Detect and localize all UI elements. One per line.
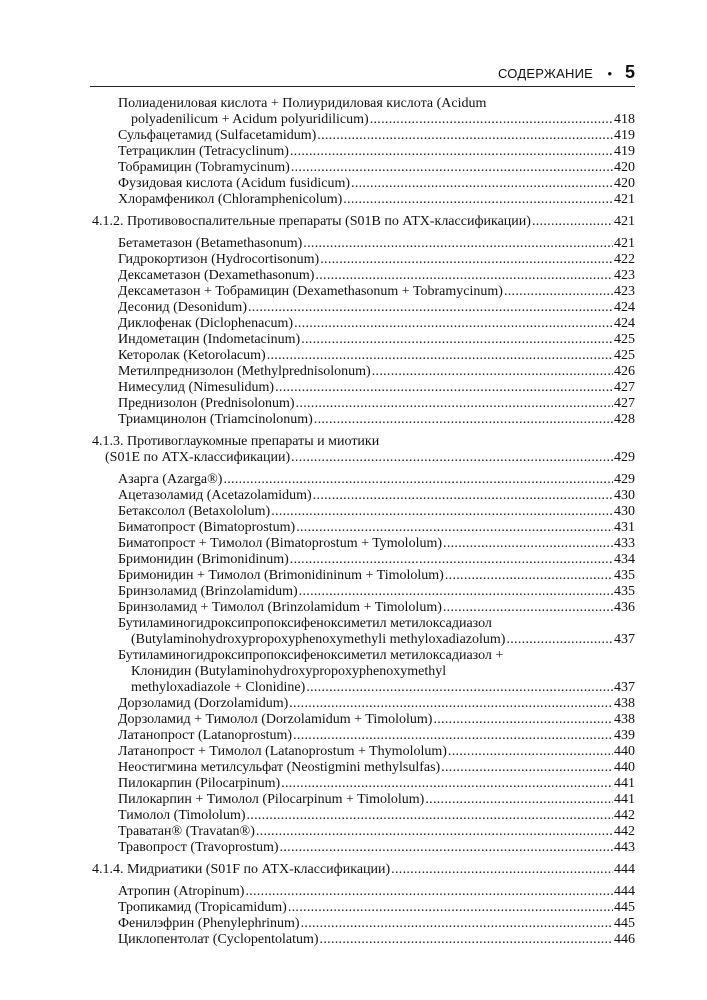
toc-entry [90, 284, 635, 300]
toc-entry-page: 422 [614, 252, 635, 267]
dot-leader [351, 176, 613, 192]
toc-entry [90, 160, 635, 176]
dot-leader [443, 600, 613, 616]
toc-entry-title: Биматопрост (Bimatoprostum) [118, 520, 296, 535]
dot-leader [290, 552, 613, 568]
toc-entry-title: Хлорамфеникол (Chloramphenicolum) [118, 192, 343, 207]
toc-entry-title: Пилокарпин + Тимолол (Pilocarpinum + Timololum) [118, 792, 425, 807]
toc-entry [90, 884, 635, 900]
dot-leader [306, 680, 613, 696]
toc-entry-page: 423 [614, 284, 635, 299]
header-rule [90, 86, 635, 87]
toc-entry-title: (Butylaminohydroxypropoxyphenoxymethyli methyloxadiazolum) [131, 632, 506, 647]
toc-entry-page: 429 [614, 472, 635, 487]
dot-leader [301, 332, 613, 348]
toc-entry-page: 431 [614, 520, 635, 535]
toc-entry-title: Сульфацетамид (Sulfacetamidum) [118, 128, 317, 143]
dot-leader [391, 862, 613, 878]
dot-leader [291, 450, 613, 466]
toc-entry-title-line: 4.1.3. Противоглаукомные препараты и миотики [92, 434, 380, 449]
running-header-title: СОДЕРЖАНИЕ [497, 66, 593, 81]
toc-entry-title: 4.1.2. Противовоспалительные препараты (S01B по АТХ-классификации) [92, 214, 531, 229]
dot-leader [290, 144, 613, 160]
toc-entry [90, 744, 635, 760]
running-header [90, 62, 635, 84]
toc-entry-page: 435 [614, 584, 635, 599]
toc-entry-page: 421 [614, 236, 635, 251]
toc-entry-page: 427 [614, 380, 635, 395]
toc-entry-page: 430 [614, 504, 635, 519]
toc-entry [90, 776, 635, 792]
toc-entry-title: Тетрациклин (Tetracyclinum) [118, 144, 289, 159]
toc-entry [90, 192, 635, 208]
toc-entry-title: Тобрамицин (Tobramycinum) [118, 160, 290, 175]
toc-entry [90, 144, 635, 160]
toc-entry-title: Пилокарпин (Pilocarpinum) [118, 776, 281, 791]
toc-entry-title: Дексаметазон (Dexamethasonum) [118, 268, 315, 283]
toc-entry-page: 419 [614, 144, 635, 159]
toc-entry-page: 445 [614, 916, 635, 931]
dot-leader [291, 160, 613, 176]
toc-entry-page: 425 [614, 348, 635, 363]
toc-section-heading [90, 214, 635, 230]
toc-entry-page: 441 [614, 776, 635, 791]
toc-entry [90, 760, 635, 776]
toc-entry-page: 418 [614, 112, 635, 127]
toc-entry-page: 423 [614, 268, 635, 283]
dot-leader [247, 808, 614, 824]
dot-leader [245, 884, 613, 900]
toc-entry-page: 434 [614, 552, 635, 567]
toc-entry-page: 438 [614, 696, 635, 711]
toc-entry [90, 488, 635, 504]
toc-entry-title: Фенилэфрин (Phenylephrinum) [118, 916, 300, 931]
toc-entry-title: Бримонидин (Brimonidinum) [118, 552, 289, 567]
dot-leader [532, 214, 613, 230]
dot-leader [223, 472, 613, 488]
dot-leader [448, 744, 613, 760]
dot-leader [301, 916, 613, 932]
toc-entry-title: Бринзоламид (Brinzolamidum) [118, 584, 298, 599]
toc-entry-page: 430 [614, 488, 635, 503]
dot-leader [293, 728, 613, 744]
toc-entry [90, 348, 635, 364]
dot-leader [275, 380, 613, 396]
toc-entry-title: Дорзоламид (Dorzolamidum) [118, 696, 289, 711]
toc-entry [90, 712, 635, 728]
dot-leader [425, 792, 613, 808]
toc-entry-page: 425 [614, 332, 635, 347]
dot-leader [303, 236, 613, 252]
toc-entry-title: Десонид (Desonidum) [118, 300, 247, 315]
toc-entry [90, 96, 635, 128]
toc-entry-title: Траватан® (Travatan®) [118, 824, 255, 839]
toc-entry-title-line: Полиадениловая кислота + Полиуридиловая кислота (Acidum [118, 96, 487, 111]
toc-entry [90, 380, 635, 396]
dot-leader [271, 504, 613, 520]
toc-entry-title: Индометацин (Indometacinum) [118, 332, 301, 347]
dot-leader [315, 268, 613, 284]
dot-leader [281, 776, 613, 792]
toc-entry-title: Преднизолон (Prednisolonum) [118, 396, 295, 411]
toc-entry-page: 420 [614, 160, 635, 175]
toc-entry [90, 840, 635, 856]
toc-entry-title: methyloxadiazole + Clonidine) [131, 680, 306, 695]
toc-entry-title: Дексаметазон + Тобрамицин (Dexamethasonum + Tobramycinum) [118, 284, 503, 299]
toc-entry [90, 472, 635, 488]
toc-entry-title: Бетаксолол (Betaxololum) [118, 504, 271, 519]
dot-leader [313, 488, 613, 504]
dot-leader [372, 364, 613, 380]
toc-entry-page: 444 [614, 884, 635, 899]
toc-entry [90, 332, 635, 348]
toc-entry-title: (S01E по АТХ-классификации) [105, 450, 291, 465]
dot-leader [504, 284, 613, 300]
toc-entry-title: Нимесулид (Nimesulidum) [118, 380, 275, 395]
toc-entry [90, 396, 635, 412]
toc-entry-title: Бринзоламид + Тимолол (Brinzolamidum + Timololum) [118, 600, 442, 615]
toc-entry [90, 792, 635, 808]
dot-leader [248, 300, 613, 316]
dot-leader [280, 840, 613, 856]
toc-entry-title: Бримонидин + Тимолол (Brimonidininum + Timololum) [118, 568, 444, 583]
toc-entry-title: Дорзоламид + Тимолол (Dorzolamidum + Timololum) [118, 712, 433, 727]
toc-entry-page: 442 [614, 808, 635, 823]
toc-entry-title: polyadenilicum + Acidum polyuridilicum) [131, 112, 369, 127]
toc-entry [90, 696, 635, 712]
toc-entry-title-line: Бутиламиногидроксипропоксифеноксиметил метилоксадиазол [118, 616, 492, 631]
dot-leader [256, 824, 613, 840]
toc-entry-page: 428 [614, 412, 635, 427]
toc-entry-page: 419 [614, 128, 635, 143]
toc-entry [90, 176, 635, 192]
header-bullet: • [607, 66, 612, 81]
toc-entry [90, 900, 635, 916]
dot-leader [370, 112, 613, 128]
toc-entry [90, 728, 635, 744]
toc-entry-page: 441 [614, 792, 635, 807]
toc-entry [90, 552, 635, 568]
toc-entry-page: 445 [614, 900, 635, 915]
toc-entry-page: 438 [614, 712, 635, 727]
dot-leader [433, 712, 613, 728]
toc-entry-title-line: Бутиламиногидроксипропоксифеноксиметил метилоксадиазол + [118, 648, 504, 663]
dot-leader [267, 348, 613, 364]
toc-entry-title: Кеторолак (Ketorolacum) [118, 348, 266, 363]
toc-entry-title: Травопрост (Travoprostum) [118, 840, 279, 855]
toc-entry-page: 427 [614, 396, 635, 411]
toc-entry-title: Латанопрост + Тимолол (Latanoprostum + Thymololum) [118, 744, 447, 759]
toc-entry-page: 433 [614, 536, 635, 551]
toc-entry [90, 520, 635, 536]
toc-entry-title: Бетаметазон (Betamethasonum) [118, 236, 303, 251]
dot-leader [289, 696, 613, 712]
dot-leader [296, 396, 613, 412]
toc-entry-title: Циклопентолат (Cyclopentolatum) [118, 932, 319, 947]
toc-entry [90, 128, 635, 144]
toc-entry [90, 616, 635, 648]
toc-entry-page: 437 [614, 680, 635, 695]
toc-entry [90, 300, 635, 316]
toc-entry [90, 316, 635, 332]
toc-entry-title: 4.1.4. Мидриатики (S01F по АТХ-классификации) [92, 862, 391, 877]
dot-leader [299, 584, 613, 600]
toc-entry-title-line: Клонидин (Butylaminohydroxypropoxyphenoxymethyl [131, 664, 447, 679]
toc-entry-page: 421 [614, 192, 635, 207]
dot-leader [288, 900, 613, 916]
toc-entry-title: Фузидовая кислота (Acidum fusidicum) [118, 176, 351, 191]
dot-leader [506, 632, 613, 648]
dot-leader [441, 760, 613, 776]
toc-entry-title: Тимолол (Timololum) [118, 808, 246, 823]
toc-entry-page: 426 [614, 364, 635, 379]
dot-leader [314, 412, 613, 428]
dot-leader [320, 932, 613, 948]
toc-entry-page: 442 [614, 824, 635, 839]
toc-section-heading [90, 862, 635, 878]
toc-entry-title: Диклофенак (Diclophenacum) [118, 316, 294, 331]
toc-entry [90, 412, 635, 428]
dot-leader [294, 316, 613, 332]
toc-entry [90, 252, 635, 268]
toc-entry [90, 236, 635, 252]
toc-entry-page: 440 [614, 744, 635, 759]
toc-entry [90, 932, 635, 948]
toc-entry-page: 429 [614, 450, 635, 465]
toc-entry-page: 424 [614, 300, 635, 315]
toc-entry-title: Биматопрост + Тимолол (Bimatoprostum + Tymololum) [118, 536, 443, 551]
toc-entry-title: Ацетазоламид (Acetazolamidum) [118, 488, 312, 503]
toc-entry-title: Гидрокортизон (Hydrocortisonum) [118, 252, 320, 267]
toc-entry [90, 504, 635, 520]
toc-entry-page: 435 [614, 568, 635, 583]
toc-entry-title: Триамцинолон (Triamcinolonum) [118, 412, 313, 427]
dot-leader [296, 520, 613, 536]
toc-entry-page: 437 [614, 632, 635, 647]
toc-entry-page: 436 [614, 600, 635, 615]
toc-entry-title: Атропин (Atropinum) [118, 884, 245, 899]
toc-entry-page: 444 [614, 862, 635, 877]
toc-entry [90, 648, 635, 696]
dot-leader [343, 192, 613, 208]
table-of-contents [90, 96, 635, 948]
toc-entry [90, 600, 635, 616]
toc-entry [90, 824, 635, 840]
toc-entry-title: Неостигмина метилсульфат (Neostigmini methylsulfas) [118, 760, 441, 775]
toc-entry-title: Тропикамид (Tropicamidum) [118, 900, 287, 915]
dot-leader [445, 568, 613, 584]
toc-entry-page: 439 [614, 728, 635, 743]
toc-entry [90, 568, 635, 584]
toc-entry [90, 536, 635, 552]
toc-entry [90, 268, 635, 284]
toc-entry [90, 584, 635, 600]
dot-leader [320, 252, 613, 268]
toc-entry-title: Метилпреднизолон (Methylprednisolonum) [118, 364, 371, 379]
toc-section-heading [90, 434, 635, 466]
toc-entry-page: 440 [614, 760, 635, 775]
toc-entry-page: 424 [614, 316, 635, 331]
toc-entry-title: Азарга (Azarga®) [118, 472, 223, 487]
page-number: 5 [624, 62, 635, 82]
dot-leader [317, 128, 613, 144]
toc-entry-title: Латанопрост (Latanoprostum) [118, 728, 293, 743]
toc-entry-page: 443 [614, 840, 635, 855]
dot-leader [443, 536, 613, 552]
toc-entry [90, 808, 635, 824]
toc-entry [90, 916, 635, 932]
toc-entry [90, 364, 635, 380]
toc-entry-page: 420 [614, 176, 635, 191]
toc-entry-page: 446 [614, 932, 635, 947]
toc-entry-page: 421 [614, 214, 635, 229]
